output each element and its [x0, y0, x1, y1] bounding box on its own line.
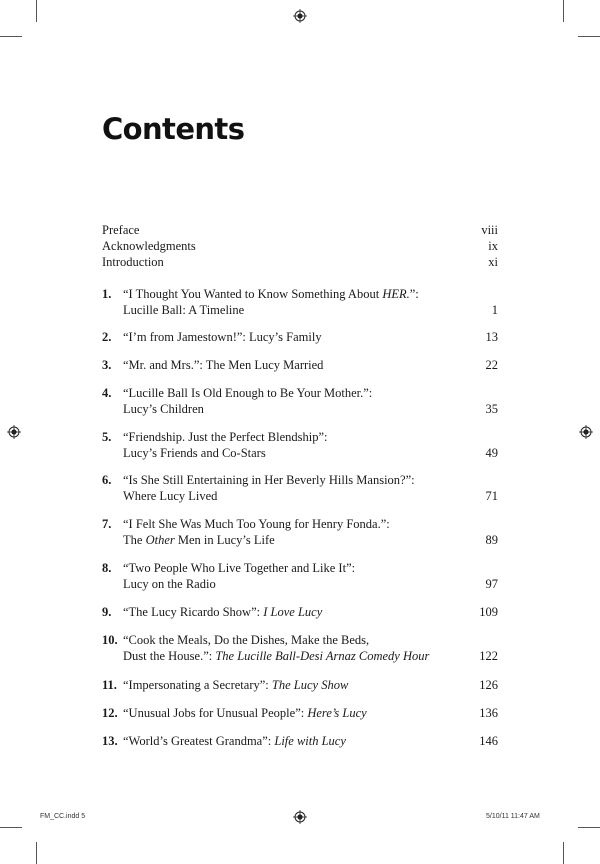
chapter-number: 12.: [102, 706, 118, 720]
chapter-entry: [102, 357, 498, 373]
chapter-title-italic: Life with Lucy: [274, 734, 346, 748]
chapter-entry: [102, 516, 498, 548]
chapter-title-line: Where Lucy Lived: [123, 489, 218, 503]
chapter-title-line: “Impersonating a Secretary”:: [123, 678, 272, 692]
chapter-page-number: 109: [479, 605, 498, 619]
chapter-title-line: “Mr. and Mrs.”: The Men Lucy Married: [123, 358, 324, 372]
chapter-title-line: “I Thought You Wanted to Know Something About: [123, 287, 383, 301]
crop-mark: [0, 36, 22, 37]
chapter-number: 2.: [102, 330, 112, 344]
chapter-title-italic: The Lucille Ball-Desi Arnaz Comedy Hour: [215, 649, 430, 663]
chapter-title-line: “I Felt She Was Much Too Young for Henry Fonda.”:: [123, 517, 390, 531]
chapter-entry: [102, 560, 498, 592]
chapter-page-number: 13: [485, 330, 498, 344]
chapter-title: [123, 733, 458, 749]
chapter-title: [123, 329, 458, 345]
crop-mark: [0, 827, 22, 828]
chapter-number: 13.: [102, 734, 118, 748]
chapter-entry: [102, 677, 498, 693]
chapter-page-number: 126: [479, 678, 498, 692]
chapter-page-number: 122: [479, 649, 498, 663]
chapter-entry: [102, 733, 498, 749]
chapter-page-number: 89: [485, 533, 498, 547]
front-matter-item: [102, 254, 498, 270]
chapter-title-line: “I’m from Jamestown!”: Lucy’s Family: [123, 330, 322, 344]
chapter-title-line: Dust the House.”:: [123, 649, 216, 663]
chapter-title: [123, 560, 458, 592]
chapter-title: [123, 604, 458, 620]
chapter-entry: [102, 632, 498, 664]
chapter-page-number: 97: [485, 577, 498, 591]
chapter-page-number: 1: [491, 303, 498, 317]
chapter-page-number: 136: [479, 706, 498, 720]
crop-mark: [563, 0, 564, 22]
entry-page-number: ix: [488, 239, 498, 253]
chapter-title-line: “Friendship. Just the Perfect Blendship”:: [123, 430, 328, 444]
chapter-title: [123, 286, 458, 318]
chapter-title: [123, 677, 458, 693]
chapter-title-line: “Two People Who Live Together and Like It”:: [123, 561, 356, 575]
chapter-title: [123, 472, 458, 504]
chapter-number: 6.: [102, 473, 112, 487]
chapter-number: 4.: [102, 386, 112, 400]
chapter-number: 11.: [102, 678, 117, 692]
chapter-title-italic: Other: [145, 533, 175, 547]
entry-label: Preface: [102, 223, 140, 237]
crop-mark: [36, 842, 37, 864]
chapter-page-number: 71: [485, 489, 498, 503]
chapter-number: 7.: [102, 517, 112, 531]
chapter-page-number: 22: [485, 358, 498, 372]
slug-timestamp: 5/10/11 11:47 AM: [486, 813, 540, 820]
registration-mark-icon: [579, 425, 593, 439]
chapter-number: 9.: [102, 605, 112, 619]
chapter-page-number: 35: [485, 402, 498, 416]
registration-mark-icon: [293, 9, 307, 23]
chapter-title-line: Men in Lucy’s Life: [174, 533, 275, 547]
slug-filename: FM_CC.indd 5: [40, 813, 86, 820]
chapter-title-line: “The Lucy Ricardo Show”:: [123, 605, 264, 619]
chapter-title-line: ”:: [409, 287, 419, 301]
entry-label: Introduction: [102, 255, 164, 269]
chapter-title-italic: I Love Lucy: [263, 605, 323, 619]
chapter-title-line: Lucy on the Radio: [123, 577, 216, 591]
chapter-title-line: “Unusual Jobs for Unusual People”:: [123, 706, 308, 720]
chapter-number: 10.: [102, 633, 118, 647]
chapter-title-italic: HER.: [382, 287, 410, 301]
chapter-title-italic: The Lucy Show: [271, 678, 349, 692]
crop-mark: [563, 842, 564, 864]
chapter-title-line: “Cook the Meals, Do the Dishes, Make the Beds,: [123, 633, 370, 647]
chapter-entry: [102, 286, 498, 318]
chapter-title: [123, 429, 458, 461]
crop-mark: [578, 36, 600, 37]
chapter-page-number: 146: [479, 734, 498, 748]
registration-mark-icon: [7, 425, 21, 439]
registration-mark-icon: [293, 810, 307, 824]
chapter-number: 5.: [102, 430, 112, 444]
front-matter-list: [102, 222, 498, 270]
front-matter-item: [102, 238, 498, 254]
entry-page-number: viii: [481, 223, 498, 237]
chapter-title-line: Lucy’s Children: [123, 402, 204, 416]
crop-mark: [36, 0, 37, 22]
chapter-number: 3.: [102, 358, 112, 372]
chapter-entry: [102, 472, 498, 504]
chapter-title: [123, 516, 458, 548]
chapter-title-line: The: [123, 533, 146, 547]
chapter-title-line: Lucille Ball: A Timeline: [123, 303, 245, 317]
front-matter-item: [102, 222, 498, 238]
chapter-page-number: 49: [485, 446, 498, 460]
chapter-title: [123, 385, 458, 417]
crop-mark: [578, 827, 600, 828]
chapter-entry: [102, 429, 498, 461]
chapter-title-italic: Here’s Lucy: [307, 706, 367, 720]
chapter-entry: [102, 604, 498, 620]
chapter-number: 8.: [102, 561, 112, 575]
entry-page-number: xi: [488, 255, 498, 269]
chapter-number: 1.: [102, 287, 112, 301]
chapter-title-line: Lucy’s Friends and Co-Stars: [123, 446, 266, 460]
chapter-entry: [102, 705, 498, 721]
page-title: Contents: [102, 112, 245, 146]
chapter-title: [123, 705, 458, 721]
chapter-title: [123, 357, 458, 373]
chapter-entry: [102, 385, 498, 417]
chapter-title-line: “Lucille Ball Is Old Enough to Be Your Mother.”:: [123, 386, 373, 400]
chapter-title-line: “World’s Greatest Grandma”:: [123, 734, 275, 748]
entry-label: Acknowledgments: [102, 239, 196, 253]
chapter-title-line: “Is She Still Entertaining in Her Beverly Hills Mansion?”:: [123, 473, 415, 487]
chapter-entry: [102, 329, 498, 345]
chapter-title: [123, 632, 458, 664]
